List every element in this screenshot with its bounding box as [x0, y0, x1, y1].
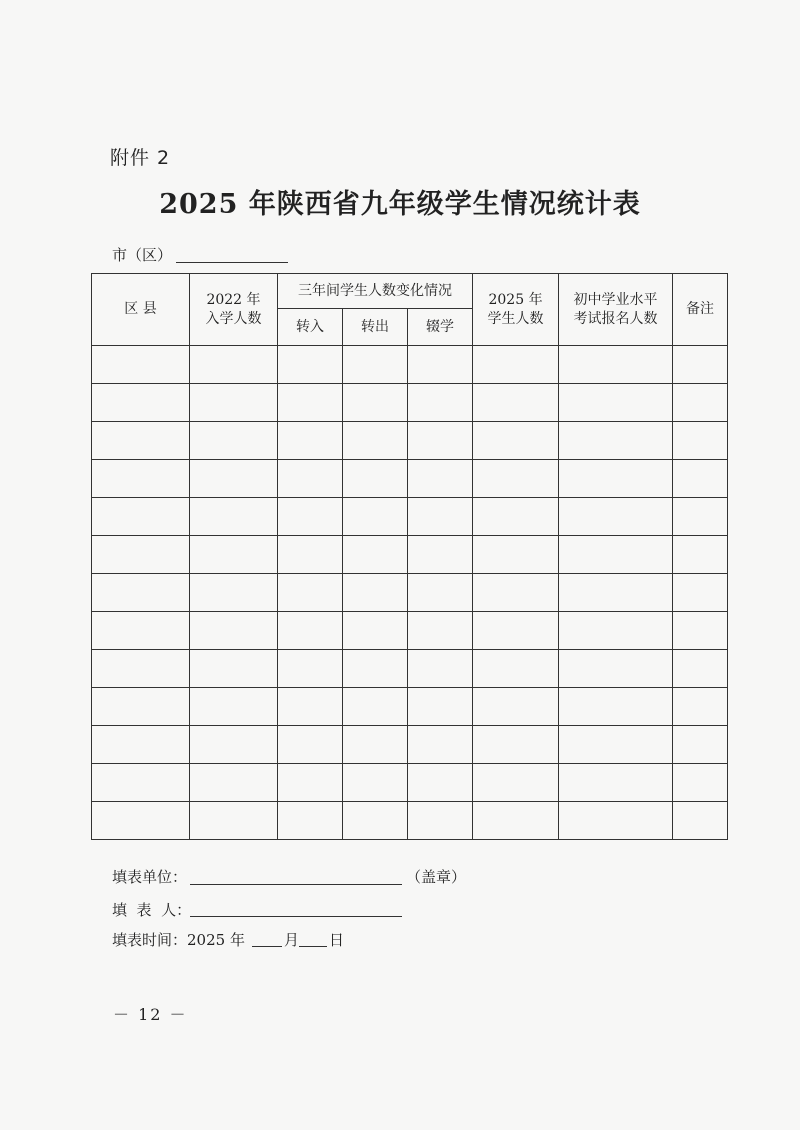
page-title: 2025 年陕西省九年级学生情况统计表: [159, 189, 641, 220]
table-row: [92, 422, 728, 460]
footer-day-label: 日: [329, 931, 345, 949]
page-number: － 12 －: [113, 1005, 188, 1024]
table-row: [92, 650, 728, 688]
city-label: 市（区）: [112, 246, 173, 264]
header-district: 区 县: [92, 274, 190, 346]
table-row: [92, 612, 728, 650]
header-transfer-out: 转出: [343, 309, 408, 346]
table-row: [92, 688, 728, 726]
month-fill-line: [252, 946, 282, 947]
header-exam-registration: [559, 274, 673, 346]
header-exam-line1: 初中学业水平: [573, 291, 658, 308]
header-remarks: 备注: [673, 274, 728, 346]
table-row: [92, 498, 728, 536]
header-dropout: 辍学: [408, 309, 473, 346]
unit-fill-line: [190, 884, 402, 885]
table-row: [92, 346, 728, 384]
footer-person-label: 填 表 人：: [112, 901, 192, 919]
header-exam-line2: 考试报名人数: [573, 310, 658, 327]
header-transfer-in: 转入: [278, 309, 343, 346]
day-fill-line: [299, 946, 327, 947]
statistics-table: [91, 273, 728, 840]
table-row: [92, 726, 728, 764]
table-row: [92, 460, 728, 498]
footer-seal-label: （盖章）: [406, 868, 467, 886]
header-2022-line1: 2022 年: [206, 291, 261, 308]
table-row: [92, 536, 728, 574]
header-2022-line2: 入学人数: [205, 310, 262, 327]
footer-month-label: 月: [284, 931, 300, 949]
table-row: [92, 802, 728, 840]
footer-time-label: 填表时间：2025 年: [112, 931, 245, 949]
header-2025-line2: 学生人数: [487, 310, 544, 327]
footer-unit-label: 填表单位：: [112, 868, 188, 886]
table-row: [92, 764, 728, 802]
person-fill-line: [190, 916, 402, 917]
header-2025-line1: 2025 年: [488, 291, 543, 308]
city-fill-line: [176, 262, 288, 263]
table-row: [92, 574, 728, 612]
header-2022-enrollment: [190, 274, 278, 346]
header-2025-students: [473, 274, 559, 346]
attachment-label: 附件 2: [110, 147, 171, 169]
header-change-group: 三年间学生人数变化情况: [278, 274, 473, 309]
table-row: [92, 384, 728, 422]
